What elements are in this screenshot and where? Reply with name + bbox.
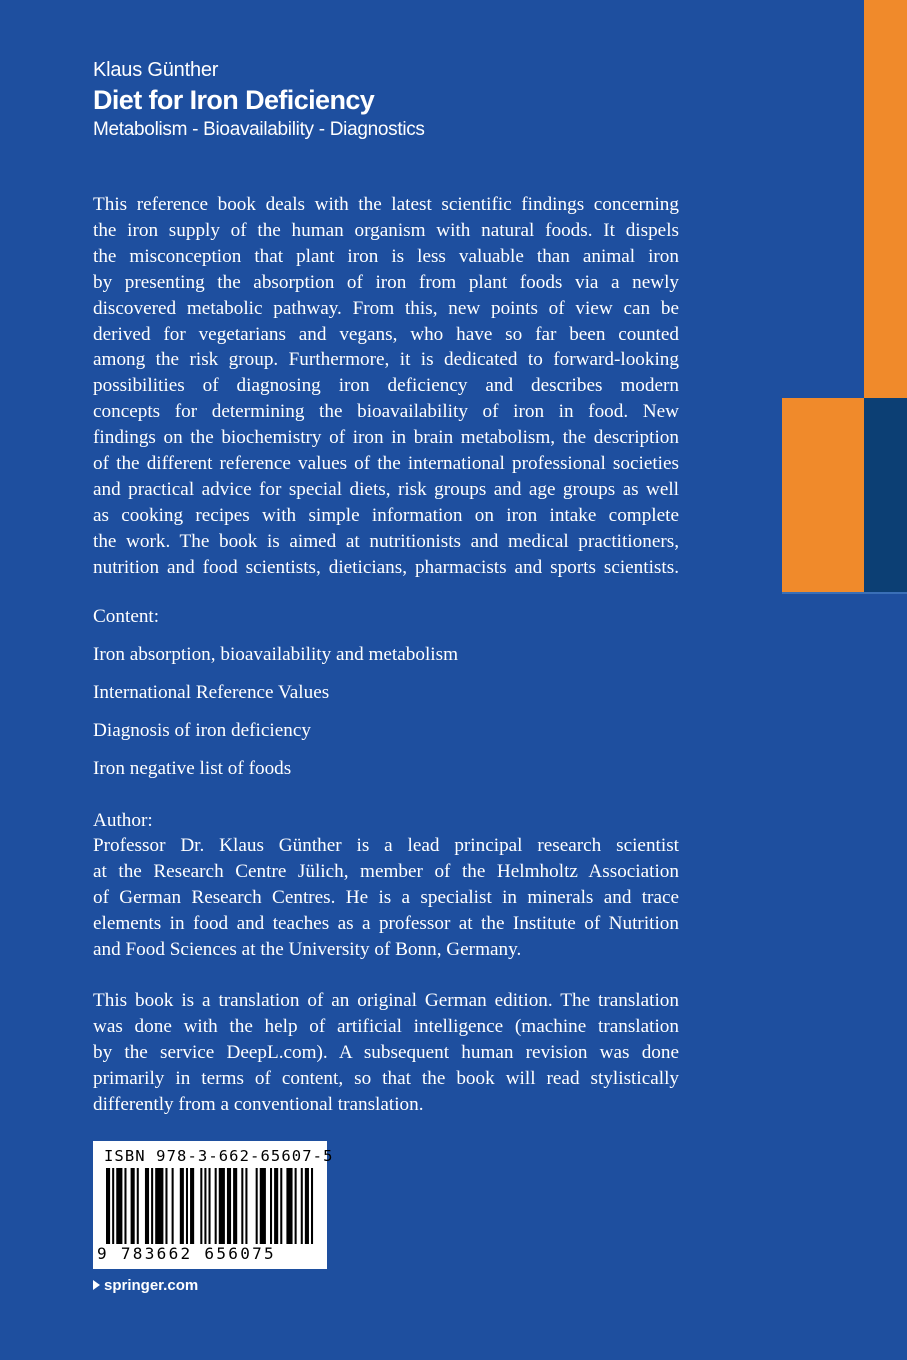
barcode-bar xyxy=(245,1168,247,1244)
barcode-bar xyxy=(280,1168,282,1244)
book-subtitle: Metabolism - Bioavailability - Diagnostics xyxy=(93,119,425,140)
publisher-link[interactable] xyxy=(93,1276,198,1296)
author-bio-line: Professor Dr. Klaus Günther is a lead principal research scientist xyxy=(93,835,679,856)
content-item: Iron negative list of foods xyxy=(93,758,292,779)
barcode-bar xyxy=(241,1168,243,1244)
description-line: of the different reference values of the international professional societies xyxy=(93,453,679,475)
barcode-bar xyxy=(172,1168,174,1244)
barcode-bar xyxy=(233,1168,237,1244)
barcode-bar xyxy=(137,1168,139,1244)
barcode-bar xyxy=(219,1168,225,1244)
description-line: concepts for determining the bioavailability of iron in food. New xyxy=(93,401,679,423)
barcode-bar xyxy=(274,1168,278,1244)
barcode-bar xyxy=(295,1168,297,1244)
barcode-bar xyxy=(260,1168,266,1244)
dark-blue-block xyxy=(864,398,907,592)
translation-note-line: primarily in terms of content, so that the book will read stylistically xyxy=(93,1067,679,1089)
author-bio-line: at the Research Centre Jülich, member of the Helmholtz Association xyxy=(93,860,679,882)
content-heading: Content: xyxy=(93,606,160,627)
barcode-bar xyxy=(204,1168,206,1244)
book-description xyxy=(93,192,679,581)
translation-note-line: was done with the help of artificial intelligence (machine translation xyxy=(93,1015,679,1037)
barcode-bar xyxy=(256,1168,258,1244)
book-title: Diet for Iron Deficiency xyxy=(93,85,375,115)
translation-note-line: differently from a conventional translation. xyxy=(93,1093,424,1115)
description-line: and practical advice for special diets, risk groups and age groups as well xyxy=(93,478,679,500)
description-line: the work. The book is aimed at nutritionists and medical practitioners, xyxy=(93,530,679,552)
description-line: This reference book deals with the latest scientific findings concerning xyxy=(93,194,679,215)
barcode-bar xyxy=(286,1168,292,1244)
barcode-bar xyxy=(106,1168,110,1244)
description-line: nutrition and food scientists, dieticians, pharmacists and sports scientists. xyxy=(93,556,679,578)
barcode-bar xyxy=(311,1168,313,1244)
content-item: Iron absorption, bioavailability and metabolism xyxy=(93,644,459,665)
triangle-right-icon xyxy=(93,1280,100,1290)
barcode-bar xyxy=(301,1168,303,1244)
translation-note-line: by the service DeepL.com). A subsequent human revision was done xyxy=(93,1041,679,1063)
barcode-bar xyxy=(145,1168,149,1244)
author-name: Klaus Günther xyxy=(93,59,219,81)
author-heading: Author: xyxy=(93,810,153,831)
barcode-bar xyxy=(112,1168,114,1244)
content-item: Diagnosis of iron deficiency xyxy=(93,720,311,741)
description-line: among the risk group. Furthermore, it is dedicated to forward-looking xyxy=(93,349,679,371)
barcode-bar xyxy=(186,1168,188,1244)
translation-note-line: This book is a translation of an original German edition. The translation xyxy=(93,990,679,1011)
author-bio-line: and Food Sciences at the University of Bonn, Germany. xyxy=(93,938,522,960)
barcode-bar xyxy=(209,1168,211,1244)
barcode-bar xyxy=(200,1168,202,1244)
description-line: the iron supply of the human organism with natural foods. It dispels xyxy=(93,219,679,241)
stripe-divider xyxy=(782,592,907,594)
author-bio xyxy=(93,833,679,963)
barcode-bar xyxy=(305,1168,309,1244)
orange-block xyxy=(782,398,864,592)
description-line: as cooking recipes with simple information on iron intake complete xyxy=(93,504,679,526)
barcode-icon xyxy=(104,1168,316,1246)
barcode-bar xyxy=(227,1168,231,1244)
translation-note xyxy=(93,988,679,1118)
content-item: International Reference Values xyxy=(93,682,330,703)
barcode-bar xyxy=(151,1168,153,1244)
description-line: findings on the biochemistry of iron in brain metabolism, the description xyxy=(93,427,679,449)
description-line: by presenting the absorption of iron from plant foods via a newly xyxy=(93,271,679,293)
barcode-bar xyxy=(215,1168,217,1244)
barcode-bar xyxy=(180,1168,184,1244)
barcode-bar xyxy=(131,1168,135,1244)
barcode-bar xyxy=(155,1168,163,1244)
orange-stripe-top xyxy=(864,0,907,398)
barcode-bar xyxy=(165,1168,167,1244)
description-line: derived for vegetarians and vegans, who have so far been counted xyxy=(93,323,679,345)
barcode-bar xyxy=(116,1168,122,1244)
isbn-label: ISBN 978-3-662-65607-5 xyxy=(104,1147,334,1165)
author-bio-line: elements in food and teaches as a professor at the Institute of Nutrition xyxy=(93,912,679,934)
publisher-website: springer.com xyxy=(104,1277,199,1294)
barcode-bar xyxy=(190,1168,194,1244)
barcode-bar xyxy=(270,1168,272,1244)
description-line: discovered metabolic pathway. From this, new points of view can be xyxy=(93,297,679,319)
description-line: possibilities of diagnosing iron deficiency and describes modern xyxy=(93,375,679,397)
description-line: the misconception that plant iron is less valuable than animal iron xyxy=(93,245,679,267)
barcode-digits: 9 783662 656075 xyxy=(97,1244,276,1263)
author-bio-line: of German Research Centres. He is a specialist in minerals and trace xyxy=(93,886,679,908)
barcode-bar xyxy=(124,1168,126,1244)
